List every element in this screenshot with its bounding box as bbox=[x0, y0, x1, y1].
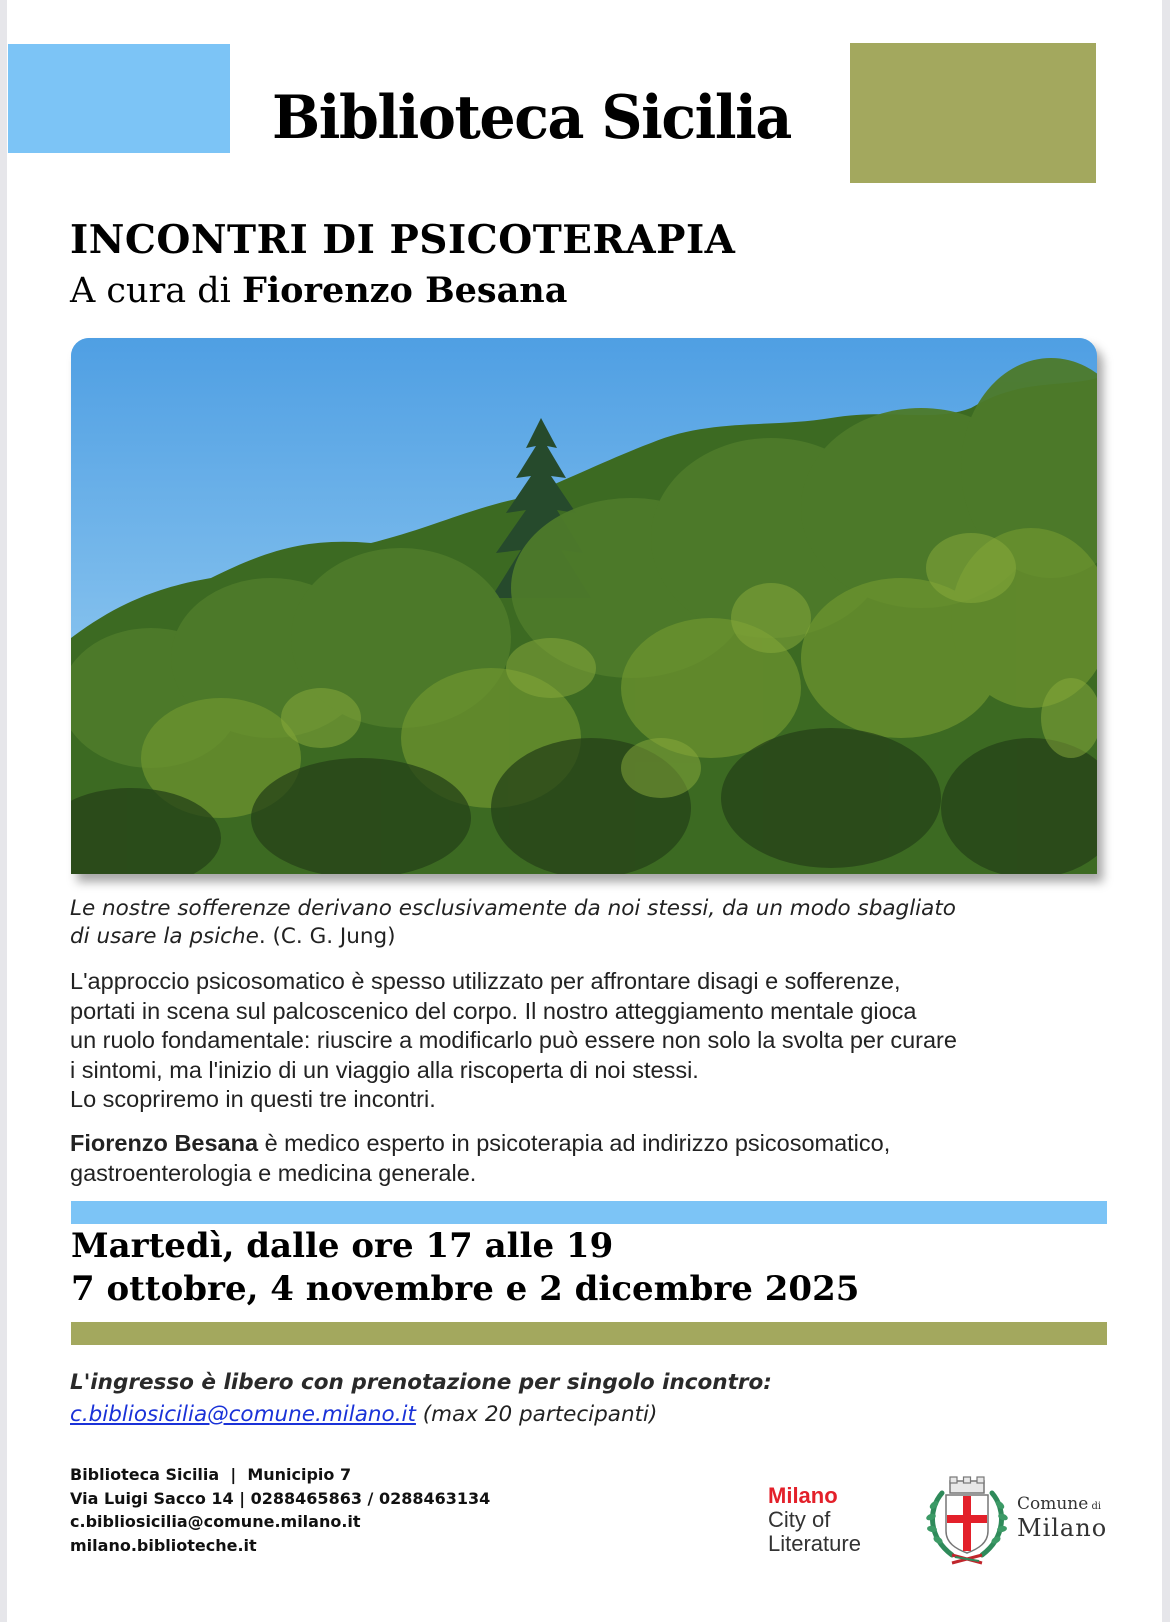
schedule-dates: 7 ottobre, 4 novembre e 2 dicembre 2025 bbox=[71, 1269, 860, 1309]
quote-attribution: . (C. G. Jung) bbox=[258, 924, 396, 949]
comune-di: di bbox=[1088, 1501, 1102, 1512]
comune-milano-word: Milano bbox=[1017, 1514, 1108, 1542]
description-line: portati in scena sul palcoscenico del corpo. Il nostro atteggiamento mentale gioca bbox=[70, 997, 917, 1024]
divider-olive-bar bbox=[71, 1322, 1107, 1345]
speaker-bio bbox=[70, 1129, 1130, 1188]
description-line: un ruolo fondamentale: riuscire a modificarlo può essere non solo la svolta per curare bbox=[70, 1027, 957, 1053]
footer-line-email[interactable]: c.bibliosicilia@comune.milano.it bbox=[70, 1512, 361, 1531]
curator-line bbox=[70, 270, 567, 311]
footer-line-address: Via Luigi Sacco 14 | 0288465863 / 0288463134 bbox=[70, 1488, 491, 1508]
event-series-title: INCONTRI DI PSICOTERAPIA bbox=[70, 217, 736, 263]
comune-word: Comune bbox=[1017, 1494, 1089, 1514]
forest-image-icon bbox=[71, 338, 1097, 874]
booking-info bbox=[70, 1367, 772, 1431]
logo-milano-text: Milano bbox=[768, 1483, 838, 1508]
schedule-time: Martedì, dalle ore 17 alle 19 bbox=[71, 1226, 614, 1266]
footer-line-website[interactable]: milano.biblioteche.it bbox=[70, 1535, 257, 1555]
logo-city-of-text: City of bbox=[768, 1507, 831, 1532]
schedule-block bbox=[71, 1225, 859, 1311]
curator-prefix: A cura di bbox=[70, 271, 231, 311]
divider-blue-bar bbox=[71, 1201, 1107, 1224]
comune-di-milano-crest-icon bbox=[922, 1475, 1012, 1567]
bio-line-1: è medico esperto in psicoterapia ad indirizzo psicosomatico, bbox=[258, 1130, 891, 1156]
bio-line-2: gastroenterologia e medicina generale. bbox=[70, 1159, 477, 1186]
comune-di-milano-logo-text bbox=[1017, 1496, 1107, 1540]
decorative-blue-block bbox=[8, 44, 230, 153]
description-line: Lo scopriremo in questi tre incontri. bbox=[70, 1086, 436, 1112]
library-contact-info bbox=[70, 1463, 490, 1557]
decorative-olive-block bbox=[850, 43, 1096, 183]
page-title: Biblioteca Sicilia bbox=[272, 83, 791, 153]
forest-photo bbox=[71, 338, 1097, 874]
logo-literature-text: Literature bbox=[768, 1531, 861, 1556]
description-paragraph bbox=[70, 967, 1130, 1115]
description-line: i sintomi, ma l'inizio di un viaggio alla riscoperta di noi stessi. bbox=[70, 1056, 699, 1083]
booking-capacity-note: (max 20 partecipanti) bbox=[415, 1402, 658, 1427]
quote-line-2: di usare la psiche bbox=[70, 924, 259, 949]
booking-email-link[interactable]: c.bibliosicilia@comune.milano.it bbox=[70, 1402, 416, 1427]
footer-line-name: Biblioteca Sicilia | Municipio 7 bbox=[70, 1465, 352, 1484]
flyer-page bbox=[7, 0, 1162, 1622]
jung-quote bbox=[70, 895, 1010, 951]
speaker-name: Fiorenzo Besana bbox=[70, 1130, 259, 1156]
milano-city-of-literature-logo bbox=[768, 1484, 861, 1556]
curator-name: Fiorenzo Besana bbox=[242, 270, 568, 311]
quote-line-1: Le nostre sofferenze derivano esclusivamente da noi stessi, da un modo sbagliato bbox=[70, 896, 956, 921]
booking-lead: L'ingresso è libero con prenotazione per singolo incontro: bbox=[70, 1370, 772, 1395]
description-line: L'approccio psicosomatico è spesso utilizzato per affrontare disagi e sofferenze, bbox=[70, 968, 901, 994]
